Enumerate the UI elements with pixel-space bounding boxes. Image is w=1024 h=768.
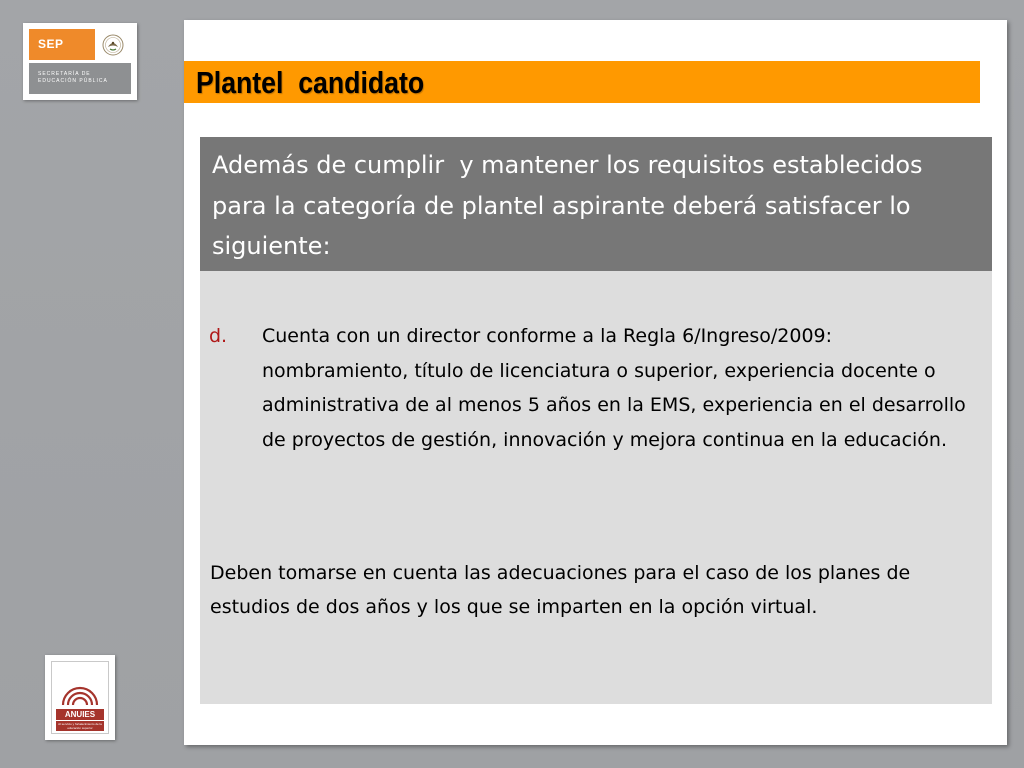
list-marker: d. <box>209 325 228 347</box>
note-paragraph: Deben tomarse en cuenta las adecuaciones para el caso de los planes de estudios de dos años y los que se imparten en la opción virtual. <box>210 562 917 618</box>
anuies-tagline: Al servicio y fortalecimiento de la educación superior <box>56 721 104 731</box>
sep-wordmark: SEP <box>29 29 95 60</box>
mexican-eagle-seal-icon <box>95 29 131 60</box>
anuies-logo <box>45 655 115 740</box>
anuies-logo-frame <box>51 661 109 734</box>
list-item-text: Cuenta con un director conforme a la Regla 6/Ingreso/2009: nombramiento, título de licenciatura o superior, experiencia docente o administrativa de al menos 5 años en la EMS, experiencia en el desarrollo de proyectos de gestión, innovación y mejora continua en la educación. <box>262 325 972 451</box>
content-box <box>200 271 992 704</box>
sep-subtitle <box>29 63 131 94</box>
sep-subtitle-line2: EDUCACIÓN PÚBLICA <box>38 78 108 84</box>
sep-logo-top <box>29 29 131 60</box>
slide-title: Plantel candidato <box>196 65 425 100</box>
sep-logo <box>23 23 137 100</box>
anuies-name: ANUIES <box>56 709 104 720</box>
title-bar <box>184 61 980 103</box>
intro-text-box: Además de cumplir y mantener los requisitos establecidos para la categoría de plantel aspirante deberá satisfacer lo siguiente: <box>200 137 992 271</box>
sep-subtitle-line1: SECRETARÍA DE <box>38 71 91 77</box>
concentric-arcs-icon <box>59 665 101 709</box>
slide-panel <box>184 20 1007 745</box>
